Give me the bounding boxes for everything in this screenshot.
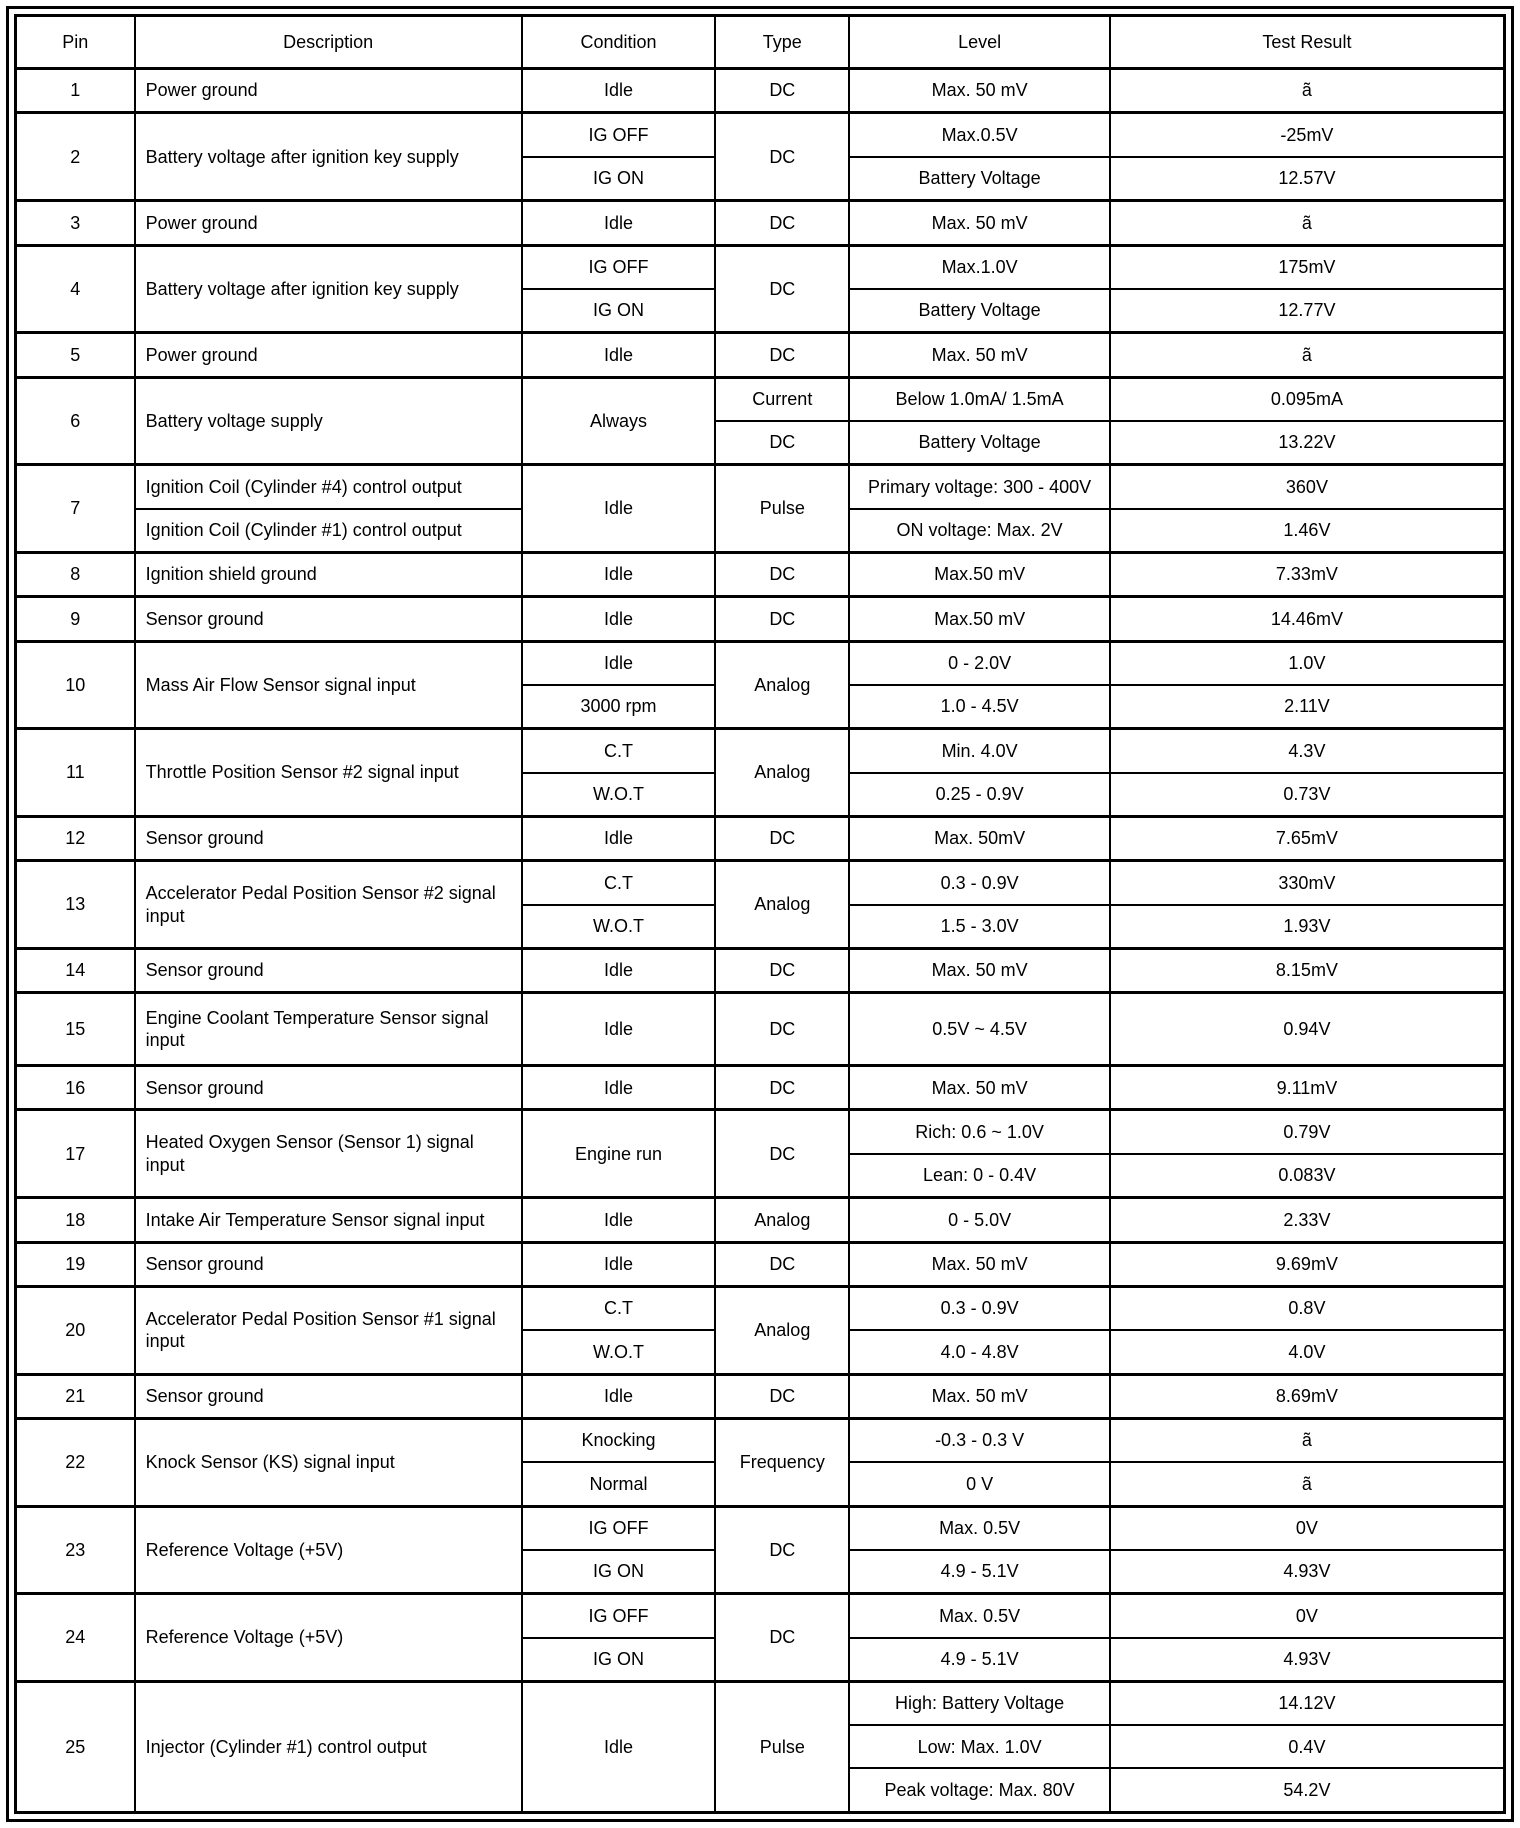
description-cell: Sensor ground [135, 1374, 522, 1418]
type-cell: Analog [715, 1286, 849, 1374]
level-cell: Max. 50 mV [849, 333, 1110, 377]
description-cell: Reference Voltage (+5V) [135, 1594, 522, 1682]
level-cell: Max. 50 mV [849, 1066, 1110, 1110]
condition-cell: IG OFF [522, 1594, 716, 1638]
result-cell: 0.095mA [1110, 377, 1505, 421]
result-cell: 13.22V [1110, 421, 1505, 465]
result-cell: 0.8V [1110, 1286, 1505, 1330]
table-row [16, 641, 1505, 685]
description-cell: Sensor ground [135, 597, 522, 641]
pin-cell: 15 [16, 993, 135, 1066]
pin-cell: 8 [16, 552, 135, 596]
condition-cell: Engine run [522, 1110, 716, 1198]
pin-cell: 24 [16, 1594, 135, 1682]
type-cell: DC [715, 949, 849, 993]
result-cell: 330mV [1110, 861, 1505, 905]
result-cell: 175mV [1110, 245, 1505, 289]
level-cell: 0 - 5.0V [849, 1198, 1110, 1242]
pin-cell: 20 [16, 1286, 135, 1374]
description-cell: Mass Air Flow Sensor signal input [135, 641, 522, 729]
result-cell: ã [1110, 69, 1505, 113]
result-cell: 4.0V [1110, 1330, 1505, 1374]
level-cell: Max.0.5V [849, 113, 1110, 157]
level-cell: 0.3 - 0.9V [849, 861, 1110, 905]
column-header-pin: Pin [16, 16, 135, 69]
type-cell: DC [715, 201, 849, 245]
pin-cell: 1 [16, 69, 135, 113]
pin-cell: 12 [16, 816, 135, 860]
result-cell: 7.65mV [1110, 816, 1505, 860]
condition-cell: IG ON [522, 289, 716, 333]
table-row [16, 1066, 1505, 1110]
condition-cell: IG ON [522, 1638, 716, 1682]
result-cell: ã [1110, 1462, 1505, 1506]
level-cell: -0.3 - 0.3 V [849, 1419, 1110, 1463]
level-cell: 0 - 2.0V [849, 641, 1110, 685]
level-cell: Rich: 0.6 ~ 1.0V [849, 1110, 1110, 1154]
condition-cell: IG OFF [522, 1506, 716, 1550]
result-cell: 1.0V [1110, 641, 1505, 685]
condition-cell: Idle [522, 69, 716, 113]
column-header-type: Type [715, 16, 849, 69]
description-cell: Power ground [135, 333, 522, 377]
result-cell: 54.2V [1110, 1768, 1505, 1812]
level-cell: 0.5V ~ 4.5V [849, 993, 1110, 1066]
type-cell: DC [715, 993, 849, 1066]
condition-cell: IG OFF [522, 245, 716, 289]
condition-cell: W.O.T [522, 773, 716, 817]
table-row [16, 1110, 1505, 1154]
result-cell: 14.12V [1110, 1681, 1505, 1725]
level-cell: Lean: 0 - 0.4V [849, 1154, 1110, 1198]
condition-cell: C.T [522, 729, 716, 773]
description-cell: Sensor ground [135, 949, 522, 993]
condition-cell: IG ON [522, 157, 716, 201]
type-cell: Frequency [715, 1419, 849, 1507]
result-cell: 0.083V [1110, 1154, 1505, 1198]
description-cell: Sensor ground [135, 1242, 522, 1286]
pin-cell: 2 [16, 113, 135, 201]
level-cell: 0.25 - 0.9V [849, 773, 1110, 817]
pin-cell: 14 [16, 949, 135, 993]
table-row [16, 1374, 1505, 1418]
level-cell: 4.0 - 4.8V [849, 1330, 1110, 1374]
condition-cell: Knocking [522, 1419, 716, 1463]
type-cell: DC [715, 1374, 849, 1418]
type-cell: DC [715, 552, 849, 596]
condition-cell: Normal [522, 1462, 716, 1506]
description-cell: Engine Coolant Temperature Sensor signal input [135, 993, 522, 1066]
result-cell: 12.57V [1110, 157, 1505, 201]
result-cell: 14.46mV [1110, 597, 1505, 641]
pin-cell: 19 [16, 1242, 135, 1286]
description-cell: Accelerator Pedal Position Sensor #1 signal input [135, 1286, 522, 1374]
result-cell: 360V [1110, 465, 1505, 509]
description-cell: Sensor ground [135, 816, 522, 860]
table-row [16, 597, 1505, 641]
table-row [16, 465, 1505, 509]
level-cell: 0.3 - 0.9V [849, 1286, 1110, 1330]
level-cell: 1.0 - 4.5V [849, 685, 1110, 729]
type-cell: Analog [715, 641, 849, 729]
level-cell: Max. 50mV [849, 816, 1110, 860]
level-cell: 4.9 - 5.1V [849, 1550, 1110, 1594]
level-cell: Min. 4.0V [849, 729, 1110, 773]
level-cell: Battery Voltage [849, 289, 1110, 333]
type-cell: Pulse [715, 1681, 849, 1812]
type-cell: DC [715, 113, 849, 201]
level-cell: Max.50 mV [849, 597, 1110, 641]
table-row [16, 1506, 1505, 1550]
type-cell: DC [715, 421, 849, 465]
pin-cell: 25 [16, 1681, 135, 1812]
condition-cell: Idle [522, 1681, 716, 1812]
description-cell: Reference Voltage (+5V) [135, 1506, 522, 1594]
description-cell: Ignition shield ground [135, 552, 522, 596]
description-cell: Battery voltage supply [135, 377, 522, 465]
type-cell: DC [715, 333, 849, 377]
table-row [16, 1681, 1505, 1725]
condition-cell: IG ON [522, 1550, 716, 1594]
column-header-condition: Condition [522, 16, 716, 69]
pin-cell: 23 [16, 1506, 135, 1594]
description-cell: Knock Sensor (KS) signal input [135, 1419, 522, 1507]
level-cell: ON voltage: Max. 2V [849, 509, 1110, 553]
result-cell: 12.77V [1110, 289, 1505, 333]
condition-cell: Idle [522, 465, 716, 553]
table-row [16, 1419, 1505, 1463]
condition-cell: Idle [522, 816, 716, 860]
result-cell: 4.3V [1110, 729, 1505, 773]
description-cell: Accelerator Pedal Position Sensor #2 signal input [135, 861, 522, 949]
table-body [16, 69, 1505, 1813]
condition-cell: W.O.T [522, 1330, 716, 1374]
result-cell: 4.93V [1110, 1638, 1505, 1682]
type-cell: DC [715, 1506, 849, 1594]
result-cell: 0.4V [1110, 1725, 1505, 1768]
level-cell: Max. 50 mV [849, 1242, 1110, 1286]
result-cell: 0.94V [1110, 993, 1505, 1066]
description-cell: Power ground [135, 201, 522, 245]
level-cell: Low: Max. 1.0V [849, 1725, 1110, 1768]
table-row [16, 552, 1505, 596]
result-cell: 2.11V [1110, 685, 1505, 729]
page-frame [6, 6, 1514, 1822]
condition-cell: Idle [522, 1066, 716, 1110]
result-cell: ã [1110, 201, 1505, 245]
table-row [16, 816, 1505, 860]
table-row [16, 333, 1505, 377]
description-cell: Injector (Cylinder #1) control output [135, 1681, 522, 1812]
result-cell: 8.69mV [1110, 1374, 1505, 1418]
condition-cell: Always [522, 377, 716, 465]
condition-cell: Idle [522, 641, 716, 685]
description-cell: Battery voltage after ignition key supply [135, 245, 522, 333]
table-row [16, 729, 1505, 773]
type-cell: DC [715, 1066, 849, 1110]
level-cell: Battery Voltage [849, 421, 1110, 465]
result-cell: 0.73V [1110, 773, 1505, 817]
result-cell: 0.79V [1110, 1110, 1505, 1154]
level-cell: 1.5 - 3.0V [849, 905, 1110, 949]
result-cell: 8.15mV [1110, 949, 1505, 993]
result-cell: 0V [1110, 1506, 1505, 1550]
condition-cell: 3000 rpm [522, 685, 716, 729]
condition-cell: Idle [522, 993, 716, 1066]
table-row [16, 69, 1505, 113]
pin-cell: 5 [16, 333, 135, 377]
level-cell: Max.50 mV [849, 552, 1110, 596]
result-cell: ã [1110, 333, 1505, 377]
pin-cell: 13 [16, 861, 135, 949]
description-cell: Battery voltage after ignition key supply [135, 113, 522, 201]
level-cell: Max.1.0V [849, 245, 1110, 289]
description-cell: Power ground [135, 69, 522, 113]
type-cell: DC [715, 1110, 849, 1198]
pin-cell: 10 [16, 641, 135, 729]
condition-cell: Idle [522, 1374, 716, 1418]
table-row [16, 993, 1505, 1066]
condition-cell: C.T [522, 861, 716, 905]
table-row [16, 1198, 1505, 1242]
table-row [16, 949, 1505, 993]
condition-cell: Idle [522, 949, 716, 993]
pin-cell: 18 [16, 1198, 135, 1242]
column-header-description: Description [135, 16, 522, 69]
type-cell: Current [715, 377, 849, 421]
result-cell: 7.33mV [1110, 552, 1505, 596]
description-cell: Throttle Position Sensor #2 signal input [135, 729, 522, 817]
result-cell: 0V [1110, 1594, 1505, 1638]
table-row [16, 1594, 1505, 1638]
condition-cell: Idle [522, 1242, 716, 1286]
result-cell: -25mV [1110, 113, 1505, 157]
type-cell: DC [715, 69, 849, 113]
result-cell: 2.33V [1110, 1198, 1505, 1242]
pin-cell: 11 [16, 729, 135, 817]
pin-cell: 3 [16, 201, 135, 245]
pin-cell: 16 [16, 1066, 135, 1110]
result-cell: 9.69mV [1110, 1242, 1505, 1286]
description-cell: Ignition Coil (Cylinder #1) control output [135, 509, 522, 553]
table-row [16, 861, 1505, 905]
description-cell: Heated Oxygen Sensor (Sensor 1) signal input [135, 1110, 522, 1198]
table-row [16, 245, 1505, 289]
type-cell: Analog [715, 1198, 849, 1242]
level-cell: Peak voltage: Max. 80V [849, 1768, 1110, 1812]
pin-cell: 9 [16, 597, 135, 641]
table-row [16, 377, 1505, 421]
table-row [16, 1286, 1505, 1330]
level-cell: Max. 50 mV [849, 69, 1110, 113]
level-cell: Primary voltage: 300 - 400V [849, 465, 1110, 509]
table-row [16, 1242, 1505, 1286]
level-cell: Max. 0.5V [849, 1594, 1110, 1638]
level-cell: High: Battery Voltage [849, 1681, 1110, 1725]
header-row [16, 16, 1505, 69]
level-cell: Below 1.0mA/ 1.5mA [849, 377, 1110, 421]
result-cell: 1.46V [1110, 509, 1505, 553]
condition-cell: Idle [522, 552, 716, 596]
type-cell: Analog [715, 729, 849, 817]
type-cell: DC [715, 597, 849, 641]
pin-cell: 21 [16, 1374, 135, 1418]
level-cell: Max. 50 mV [849, 1374, 1110, 1418]
level-cell: Max. 50 mV [849, 949, 1110, 993]
type-cell: DC [715, 1242, 849, 1286]
type-cell: DC [715, 816, 849, 860]
condition-cell: Idle [522, 597, 716, 641]
level-cell: Battery Voltage [849, 157, 1110, 201]
pin-cell: 17 [16, 1110, 135, 1198]
level-cell: 4.9 - 5.1V [849, 1638, 1110, 1682]
condition-cell: IG OFF [522, 113, 716, 157]
pin-cell: 6 [16, 377, 135, 465]
level-cell: 0 V [849, 1462, 1110, 1506]
pin-table [14, 14, 1506, 1814]
result-cell: 9.11mV [1110, 1066, 1505, 1110]
type-cell: DC [715, 245, 849, 333]
level-cell: Max. 50 mV [849, 201, 1110, 245]
condition-cell: W.O.T [522, 905, 716, 949]
condition-cell: Idle [522, 1198, 716, 1242]
level-cell: Max. 0.5V [849, 1506, 1110, 1550]
description-cell: Sensor ground [135, 1066, 522, 1110]
description-cell: Intake Air Temperature Sensor signal input [135, 1198, 522, 1242]
type-cell: Analog [715, 861, 849, 949]
condition-cell: C.T [522, 1286, 716, 1330]
pin-cell: 22 [16, 1419, 135, 1507]
result-cell: ã [1110, 1419, 1505, 1463]
pin-cell: 4 [16, 245, 135, 333]
result-cell: 1.93V [1110, 905, 1505, 949]
result-cell: 4.93V [1110, 1550, 1505, 1594]
condition-cell: Idle [522, 333, 716, 377]
pin-cell: 7 [16, 465, 135, 553]
condition-cell: Idle [522, 201, 716, 245]
description-cell: Ignition Coil (Cylinder #4) control output [135, 465, 522, 509]
type-cell: DC [715, 1594, 849, 1682]
table-row [16, 113, 1505, 157]
column-header-test-result: Test Result [1110, 16, 1505, 69]
column-header-level: Level [849, 16, 1110, 69]
table-row [16, 201, 1505, 245]
type-cell: Pulse [715, 465, 849, 553]
